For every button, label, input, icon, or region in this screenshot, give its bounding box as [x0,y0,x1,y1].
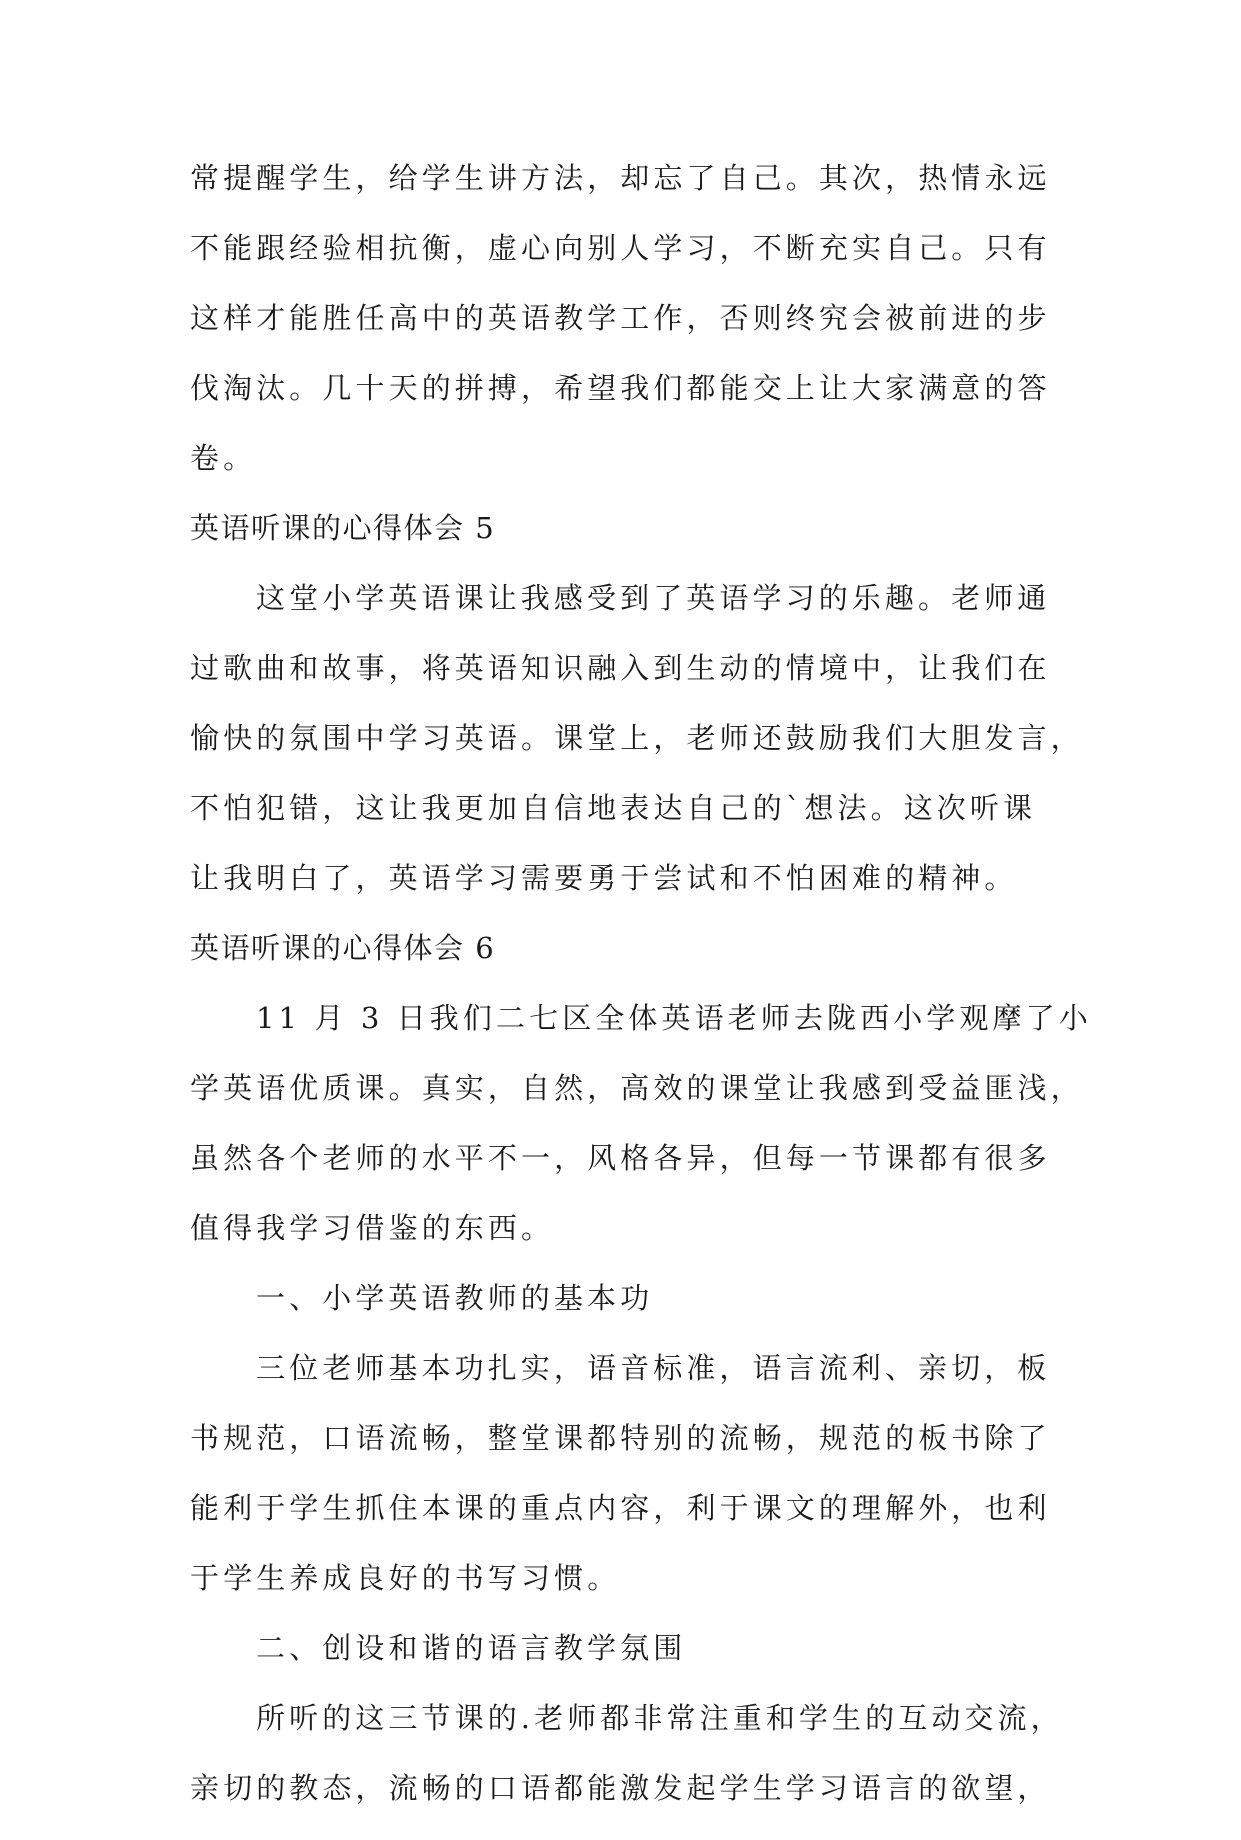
subheading-2: 二、创设和谐的语言教学氛围 [256,1631,687,1665]
paragraph-line: 亲切的教态，流畅的口语都能激发起学生学习语言的欲望， [190,1771,1051,1805]
paragraph-line: 不能跟经验相抗衡，虚心向别人学习，不断充实自己。只有 [190,231,1051,265]
paragraph-line: 书规范，口语流畅，整堂课都特别的流畅，规范的板书除了 [190,1421,1051,1455]
paragraph-line: 让我明白了，英语学习需要勇于尝试和不怕困难的精神。 [190,861,1018,895]
paragraph-line: 愉快的氛围中学习英语。课堂上，老师还鼓励我们大胆发言， [190,721,1084,755]
paragraph-line: 于学生养成良好的书写习惯。 [190,1561,621,1595]
paragraph-line: 学英语优质课。真实，自然，高效的课堂让我感到受益匪浅， [190,1071,1084,1105]
paragraph-line: 不怕犯错，这让我更加自信地表达自己的`想法。这次听课 [190,791,1037,825]
paragraph-line: 所听的这三节课的.老师都非常注重和学生的互动交流， [256,1701,1064,1735]
paragraph-line: 能利于学生抓住本课的重点内容，利于课文的理解外，也利 [190,1491,1051,1525]
paragraph-line: 三位老师基本功扎实，语音标准，语言流利、亲切，板 [256,1351,1051,1385]
paragraph-line: 这堂小学英语课让我感受到了英语学习的乐趣。老师通 [256,581,1051,615]
section-heading-6: 英语听课的心得体会 6 [190,931,496,965]
paragraph-line: 这样才能胜任高中的英语教学工作，否则终究会被前进的步 [190,301,1051,335]
paragraph-line: 11 月 3 日我们二七区全体英语老师去陇西小学观摩了小 [256,1001,1092,1035]
paragraph-line: 卷。 [190,441,257,475]
paragraph-line: 虽然各个老师的水平不一，风格各异，但每一节课都有很多 [190,1141,1051,1175]
section-heading-5: 英语听课的心得体会 5 [190,511,496,545]
paragraph-line: 过歌曲和故事，将英语知识融入到生动的情境中，让我们在 [190,651,1051,685]
document-page [190,160,1092,1840]
paragraph-line: 伐淘汰。几十天的拼搏，希望我们都能交上让大家满意的答 [190,371,1051,405]
paragraph-line: 值得我学习借鉴的东西。 [190,1211,555,1245]
paragraph-line: 常提醒学生，给学生讲方法，却忘了自己。其次，热情永远 [190,161,1051,195]
subheading-1: 一、小学英语教师的基本功 [256,1281,654,1315]
